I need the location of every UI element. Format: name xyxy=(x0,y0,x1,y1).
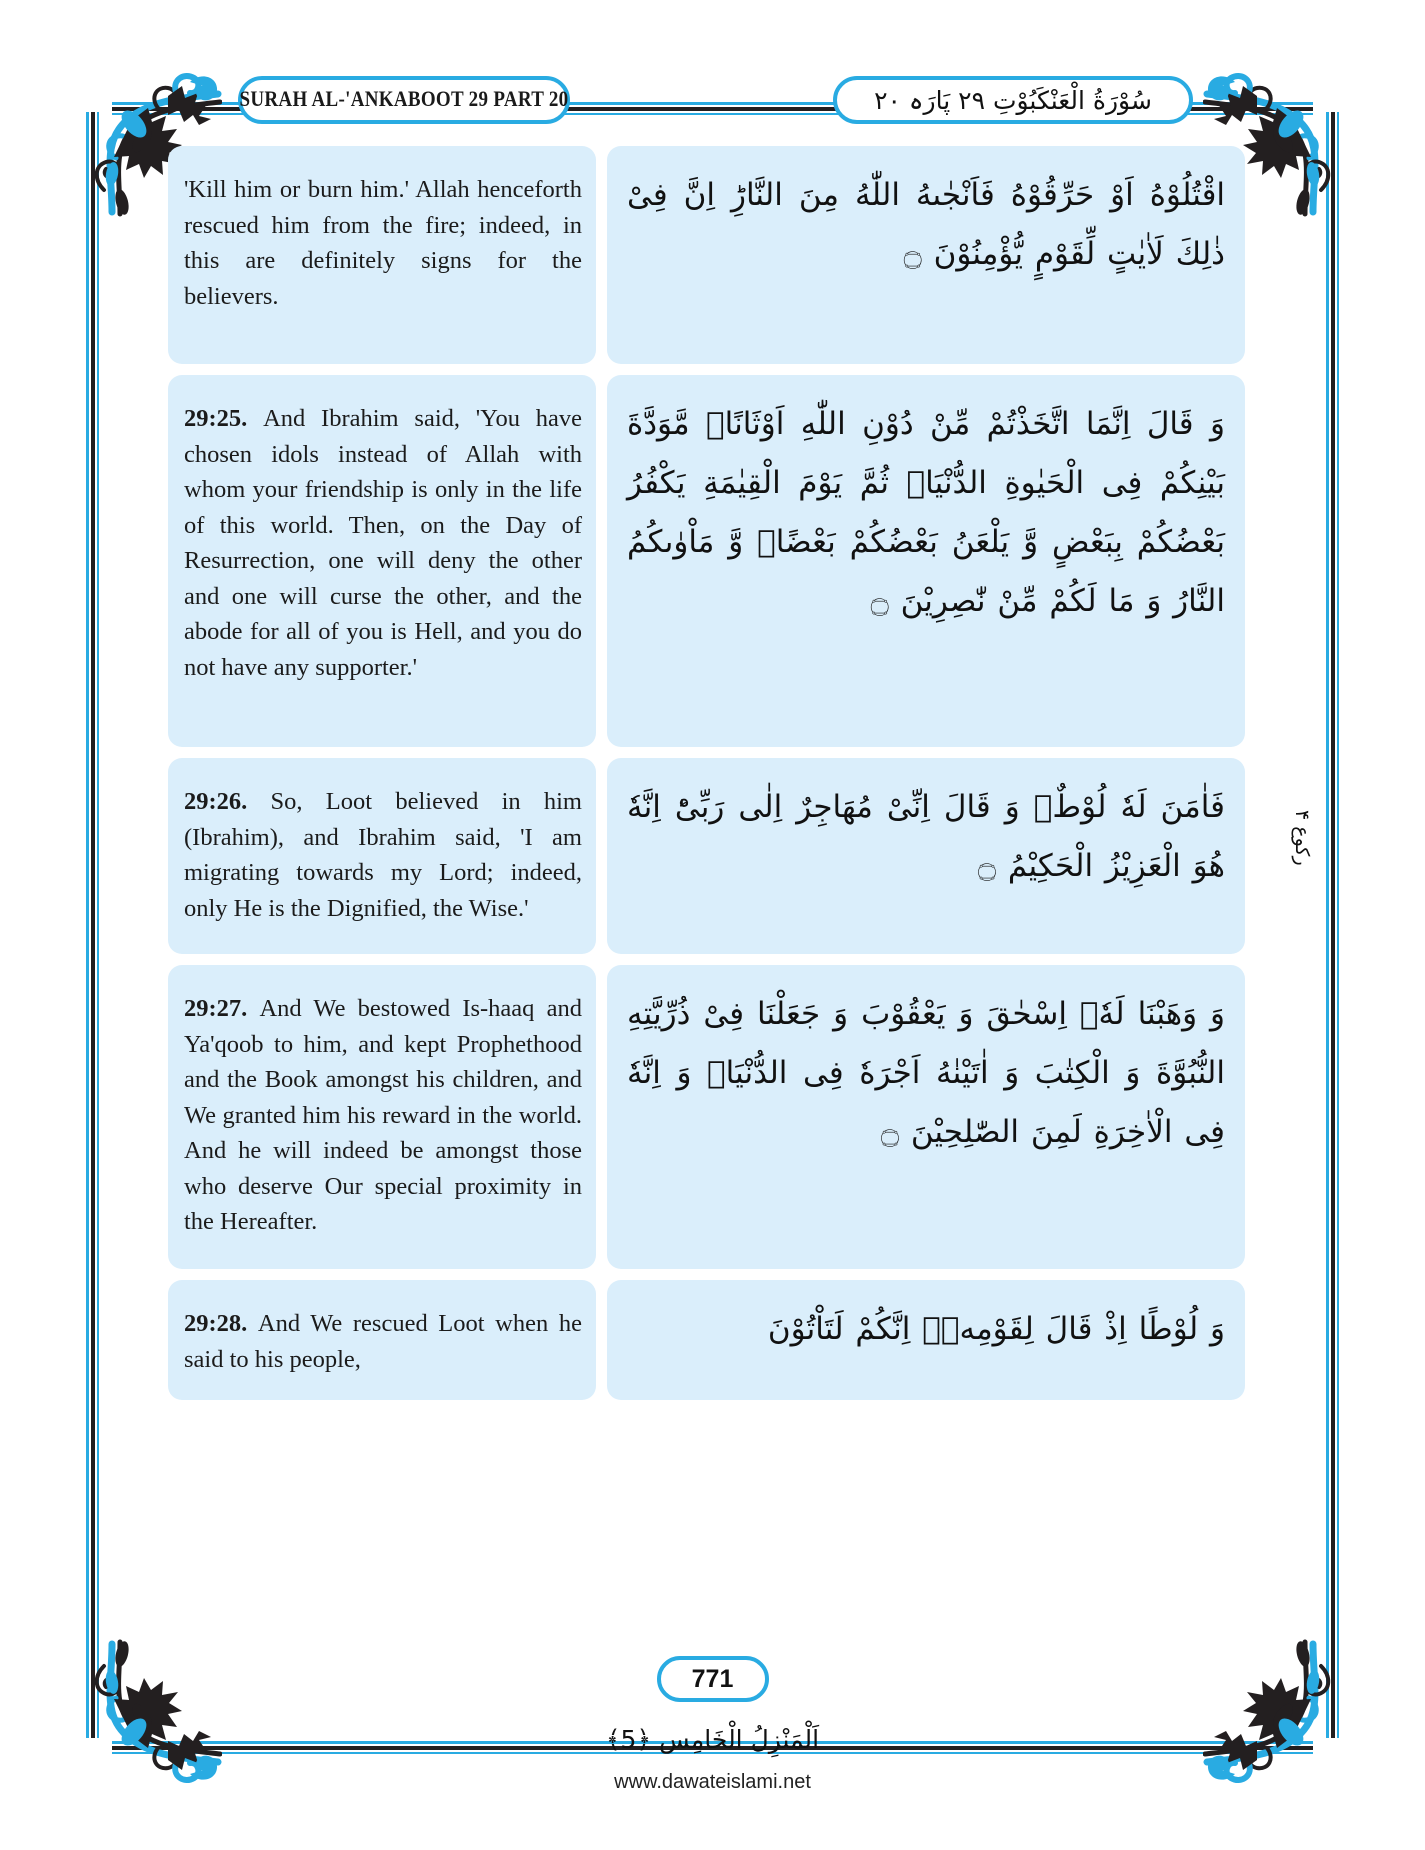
verse-english-panel xyxy=(168,1280,596,1400)
surah-title-english: SURAH AL-'ANKABOOT 29 PART 20 xyxy=(239,87,569,112)
verse-row xyxy=(168,1280,1245,1400)
verse-number: 29:28. xyxy=(184,1310,258,1337)
verse-arabic-panel: وَ قَالَ اِنَّمَا اتَّخَذْتُمْ مِّنْ دُوْنِ اللّٰهِ اَوْثَانًاۙ مَّوَدَّةَ بَیْنِكُمْ فِی الْحَیٰوةِ الدُّنْیَاۚ ثُمَّ یَوْمَ الْقِیٰمَةِ یَكْفُرُ بَعْضُكُمْ بِبَعْضٍ وَّ یَلْعَنُ بَعْضُكُمْ بَعْضًاؗ وَّ مَاْوٰىكُمُ النَّارُ وَ مَا لَكُمْ مِّنْ نّٰصِرِیْنَ ۝ xyxy=(607,375,1245,747)
manzil-label: اَلْمَنْزِلُ الْخَامِس ﴿5﴾ xyxy=(605,1725,820,1754)
verse-number: 29:27. xyxy=(184,995,260,1022)
verse-number: 29:25. xyxy=(184,405,264,432)
page-border-left xyxy=(86,112,99,1738)
verse-english-panel xyxy=(168,146,596,364)
verse-arabic-panel: وَ لُوْطًا اِذْ قَالَ لِقَوْمِهٖۤ اِنَّكُمْ لَتَاْتُوْنَ xyxy=(607,1280,1245,1400)
verse-number: 29:26. xyxy=(184,788,271,815)
verse-english-text: And Ibrahim said, 'You have chosen idols instead of Allah with whom your friendship is only in the life of this world. Then, on the Day of Resurrection, one will deny the other and one will curse the other, and the abode for all of you is Hell, and you do not have any supporter.' xyxy=(184,405,582,681)
verse-english-text: And We rescued Loot when he said to his people, xyxy=(184,1310,582,1373)
verse-row xyxy=(168,758,1245,954)
verse-english-text: 'Kill him or burn him.' Allah henceforth rescued him from the fire; indeed, in this are definitely signs for the believers. xyxy=(184,176,582,310)
page-number: 771 xyxy=(691,1664,734,1693)
verse-arabic-panel: اقْتُلُوْهُ اَوْ حَرِّقُوْهُ فَاَنْجٰىهُ اللّٰهُ مِنَ النَّارِؕ اِنَّ فِیْ ذٰلِكَ لَاٰیٰتٍ لِّقَوْمٍ یُّؤْمِنُوْنَ ۝ xyxy=(607,146,1245,364)
verse-english-panel xyxy=(168,758,596,954)
page-number-badge xyxy=(657,1656,769,1702)
surah-title-badge-arabic xyxy=(833,76,1193,124)
ruku-marker: رکوع ۴ xyxy=(1291,810,1313,866)
website-url: www.dawateislami.net xyxy=(614,1771,811,1793)
verse-row xyxy=(168,965,1245,1269)
verse-row xyxy=(168,146,1245,364)
surah-title-arabic: سُوْرَةُ الْعَنْكَبُوْتِ ٢٩ پَارَہ ٢٠ xyxy=(874,85,1152,115)
verse-english-panel xyxy=(168,965,596,1269)
verse-english-text: And We bestowed Is-haaq and Ya'qoob to him, and kept Prophethood and the Book amongst his children, and We granted him his reward in the world. And he will indeed be amongst those who deserve Our special proximity in the Hereafter. xyxy=(184,995,582,1235)
verse-row xyxy=(168,375,1245,747)
verse-list xyxy=(168,146,1245,1668)
surah-title-badge-english xyxy=(238,76,570,124)
verse-english-panel xyxy=(168,375,596,747)
verse-english-text: So, Loot believed in him (Ibrahim), and Ibrahim said, 'I am migrating towards my Lord; indeed, only He is the Dignified, the Wise.' xyxy=(184,788,582,922)
verse-arabic-panel: وَ وَهَبْنَا لَهٗۤ اِسْحٰقَ وَ یَعْقُوْبَ وَ جَعَلْنَا فِیْ ذُرِّیَّتِهِ النُّبُوَّةَ وَ الْكِتٰبَ وَ اٰتَیْنٰهُ اَجْرَهٗ فِی الدُّنْیَاۚ وَ اِنَّهٗ فِی الْاٰخِرَةِ لَمِنَ الصّٰلِحِیْنَ ۝ xyxy=(607,965,1245,1269)
verse-arabic-panel: فَاٰمَنَ لَهٗ لُوْطٌۘ وَ قَالَ اِنِّیْ مُهَاجِرٌ اِلٰى رَبِّیْؕ اِنَّهٗ هُوَ الْعَزِیْزُ الْحَكِیْمُ ۝ xyxy=(607,758,1245,954)
page-border-right xyxy=(1326,112,1339,1738)
